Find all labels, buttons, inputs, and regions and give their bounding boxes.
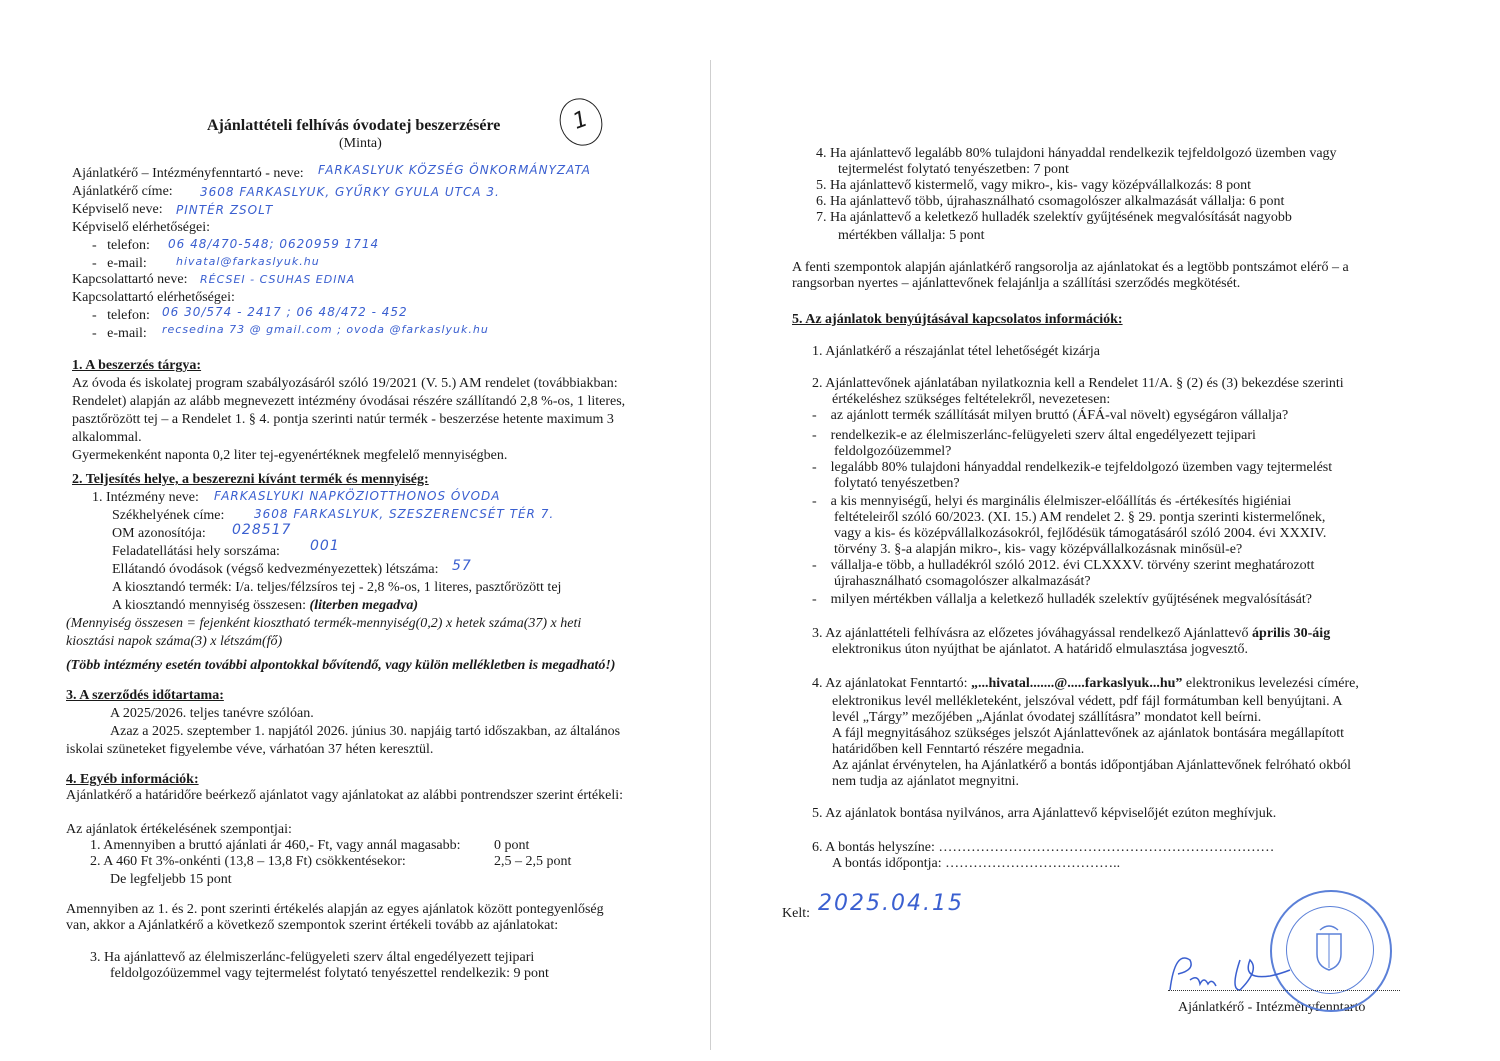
- info-4-line: határidőben kell Fenntartó részére megadnia.: [832, 742, 1085, 757]
- info-4: 4. Az ajánlatokat Fenntartó: „...hivatal.......@.....farkaslyuk...hu” elektronikus levelezési címére,: [812, 676, 1359, 691]
- ranking-line: A fenti szempontok alapján ajánlatkérő rangsorolja az ajánlatokat és a legtöbb pontszámot elérő – a: [792, 260, 1349, 275]
- section1-line: pasztőrözött tej – a Rendelet 1. § 4. pontja szerinti natúr termék - beszerzése hetente maximum 3: [72, 412, 614, 427]
- dash-item-cont: újrahasználható csomagolószer alkalmazását?: [834, 574, 1091, 589]
- info-3: 3. Az ajánlattételi felhívásra az előzetes jóváhagyással rendelkező Ajánlattevő április 30-áig: [812, 626, 1331, 641]
- criterion-7: mértékben vállalja: 5 pont: [838, 228, 985, 243]
- dash-item-cont: feldolgozóüzemmel?: [834, 444, 952, 459]
- info-6: A bontás időpontja: ………………………………..: [832, 856, 1121, 871]
- formula-line: kiosztási napok száma(3) x létszám(fő): [66, 634, 283, 649]
- section5-heading: 5. Az ajánlatok benyújtásával kapcsolatos információk:: [792, 312, 1123, 327]
- section4-intro: Ajánlatkérő a határidőre beérkező ajánlatot vagy ajánlatokat az alábbi pontrendszer szerint értékeli:: [66, 788, 624, 803]
- szekhely-value: 3608 FARKASLYUK, SZESZERENCSÉT TÉR 7.: [254, 507, 555, 521]
- criterion-4: tejtermelést folytató tenyészetben: 7 pont: [838, 162, 1069, 177]
- tie-line: van, akkor a Ajánlatkérő a következő szempontok szerint értékeli tovább az ajánlatokat:: [66, 918, 559, 933]
- kapcs-email-label: - e-mail:: [92, 326, 147, 341]
- info-4-line: nem tudja az ajánlatot megnyitni.: [832, 774, 1019, 789]
- section2-heading: 2. Teljesítés helye, a beszerezni kívánt termék és mennyiség:: [72, 472, 429, 487]
- section1-line: Gyermekenként naponta 0,2 liter tej-egyenértéknek megfelelő mennyiségben.: [72, 448, 508, 463]
- email-label: - e-mail:: [92, 256, 147, 271]
- dash-item: - a kis mennyiségű, helyi és marginális élelmiszer-előállítás és -értékesítés higiéniai: [812, 494, 1292, 509]
- criterion-1-points: 0 pont: [494, 838, 530, 853]
- dash-item-cont: törvény 3. §-a alapján mikro-, kis- vagy középvállalkozásnak minősül-e?: [834, 542, 1243, 557]
- document-title: Ajánlattételi felhívás óvodatej beszerzésére: [207, 117, 501, 134]
- info-4-line: A fájl megnyitásához szükséges jelszót Ajánlattevőnek az ajánlatok bontására megállapított: [832, 726, 1344, 741]
- info-4-line: elektronikus levél mellékleteként, jelszóval védett, pdf fájl formátumban kell benyújtani. A: [832, 694, 1343, 709]
- signature-line: [1168, 990, 1400, 991]
- criterion-2: 2. A 460 Ft 3%-onkénti (13,8 – 13,8 Ft) csökkentésekor:: [90, 854, 406, 869]
- kapcsolattarto-label: Kapcsolattartó neve:: [72, 272, 188, 287]
- section1-line: alkalommal.: [72, 430, 142, 445]
- section3-line: iskolai szüneteket figyelembe véve, várhatóan 37 héten keresztül.: [66, 742, 434, 757]
- info-2: 2. Ajánlattevőnek ajánlatában nyilatkoznia kell a Rendelet 11/A. § (2) és (3) bekezdése szerinti: [812, 376, 1344, 391]
- criterion-6: 6. Ha ajánlattevő több, újrahasználható csomagolószer alkalmazását vállalja: 6 pont: [816, 194, 1285, 209]
- kapcs-email-value: recsedina 73 @ gmail.com ; ovoda @farkaslyuk.hu: [162, 323, 489, 336]
- telefon-value: 06 48/470-548; 0620959 1714: [168, 237, 380, 251]
- criterion-1: 1. Amennyiben a bruttó ajánlati ár 460,- Ft, vagy annál magasabb:: [90, 838, 461, 853]
- section3-line: A 2025/2026. teljes tanévre szólóan.: [110, 706, 314, 721]
- email-value: hivatal@farkaslyuk.hu: [176, 255, 320, 268]
- dash-item-cont: vagy a kis- és középvállalkozásokról, fejlődésük támogatásáról szóló 2004. évi XXXIV.: [834, 526, 1327, 541]
- telefon-label: - telefon:: [92, 238, 150, 253]
- cim-label: Ajánlatkérő címe:: [72, 184, 173, 199]
- intezmeny-label: 1. Intézmény neve:: [92, 490, 199, 505]
- intezmeny-value: FARKASLYUKI NAPKÖZIOTTHONOS ÓVODA: [214, 489, 501, 503]
- document-subtitle: (Minta): [339, 136, 382, 151]
- ranking-line: rangsorban nyertes – ajánlattevőnek felajánlja a szállítási szerződés megkötését.: [792, 276, 1241, 291]
- kapcsolattarto-value: RÉCSEI - CSUHAS EDINA: [200, 273, 356, 286]
- termek-line: A kiosztandó termék: I/a. teljes/félzsíros tej - 2,8 %-os, 1 literes, pasztőrözött tej: [112, 580, 562, 595]
- kepviselo-value: PINTÉR ZSOLT: [176, 203, 274, 217]
- tie-line: Amennyiben az 1. és 2. pont szerinti értékelés alapján az egyes ajánlatok között pontegyenlőség: [66, 902, 604, 917]
- dash-item-cont: folytató tenyészetben?: [834, 476, 960, 491]
- mennyiseg-line: A kiosztandó mennyiség összesen: (literben megadva): [112, 598, 419, 613]
- kapcs-telefon-label: - telefon:: [92, 308, 150, 323]
- feladat-label: Feladatellátási hely sorszáma:: [112, 544, 280, 559]
- criterion-5: 5. Ha ajánlattevő kistermelő, vagy mikro-, kis- vagy középvállalkozás: 8 pont: [816, 178, 1252, 193]
- section3-heading: 3. A szerződés időtartama:: [66, 688, 224, 703]
- info-5: 5. Az ajánlatok bontása nyilvános, arra Ajánlattevő képviselőjét ezúton meghívjuk.: [812, 806, 1277, 821]
- kepviselo-label: Képviselő neve:: [72, 202, 163, 217]
- section1-line: Az óvoda és iskolatej program szabályozásáról szóló 19/2021 (V. 5.) AM rendelet (továbbiakban:: [72, 376, 618, 391]
- info-1: 1. Ajánlatkérő a részajánlat tétel lehetőségét kizárja: [812, 344, 1101, 359]
- signer-label: Ajánlatkérő - Intézményfenntartó: [1178, 1000, 1366, 1015]
- criterion-2-points: 2,5 – 2,5 pont: [494, 854, 572, 869]
- szempontok-label: Az ajánlatok értékelésének szempontjai:: [66, 822, 292, 837]
- info-6: 6. A bontás helyszíne: ………………………………………………………………: [812, 840, 1275, 855]
- criterion-2-max: De legfeljebb 15 pont: [110, 872, 232, 887]
- kelt-label: Kelt:: [782, 906, 810, 921]
- criterion-7: 7. Ha ajánlattevő a keletkező hulladék szelektív gyűjtésének megvalósítását nagyobb: [816, 210, 1292, 225]
- info-2: értékeléshez szükséges feltételekről, nevezetesen:: [832, 392, 1111, 407]
- dash-item-cont: feltételeiről szóló 60/2023. (XI. 15.) AM rendelet 2. § 29. pontja szerinti kistermelőnek,: [834, 510, 1326, 525]
- szekhely-label: Székhelyének címe:: [112, 508, 225, 523]
- page-number-circle: 1: [553, 92, 609, 151]
- kapcs-elerhetoseg-label: Kapcsolattartó elérhetőségei:: [72, 290, 235, 305]
- om-label: OM azonosítója:: [112, 526, 206, 541]
- dash-item: - milyen mértékben vállalja a keletkező hulladék szelektív gyűjtésének megvalósítását?: [812, 592, 1312, 607]
- elerhetoseg-label: Képviselő elérhetőségei:: [72, 220, 211, 235]
- section1-heading: 1. A beszerzés tárgya:: [72, 358, 202, 373]
- cim-value: 3608 FARKASLYUK, GYŰRKY GYULA UTCA 3.: [200, 185, 500, 199]
- criterion-3: feldolgozóüzemmel vagy tejtermelést folytató tenyészettel rendelkezik: 9 pont: [110, 966, 549, 981]
- kelt-value: 2025.04.15: [818, 891, 964, 916]
- info-3: elektronikus úton nyújthat be ajánlatot. A határidő elmulasztása jogvesztő.: [832, 642, 1249, 657]
- handwritten-signature: [1160, 940, 1320, 1000]
- kapcs-telefon-value: 06 30/574 - 2417 ; 06 48/472 - 452: [162, 305, 408, 319]
- dash-item: - vállalja-e több, a hulladékról szóló 2012. évi CLXXXV. törvény szerint meghatározott: [812, 558, 1315, 573]
- left-page: [0, 0, 740, 1061]
- criterion-4: 4. Ha ajánlattevő legalább 80% tulajdoni hányaddal rendelkezik tejfeldolgozó üzemben vagy: [816, 146, 1337, 161]
- page-divider: [710, 60, 711, 1050]
- om-value: 028517: [232, 522, 292, 538]
- letszam-label: Ellátandó óvodások (végső kedvezményezettek) létszáma:: [112, 562, 439, 577]
- formula-line: (Mennyiség összesen = fejenként kiosztható termék-mennyiség(0,2) x hetek száma(37) x heti: [66, 616, 582, 631]
- section1-line: Rendelet) alapján az alább megnevezett intézmény óvodásai részére szállítandó 2,8 %-os, 1 literes,: [72, 394, 626, 409]
- fenntarto-value: FARKASLYUK KÖZSÉG ÖNKORMÁNYZATA: [318, 163, 591, 177]
- letszam-value: 57: [452, 558, 472, 574]
- tobb-intezmeny-note: (Több intézmény esetén további alpontokkal bővítendő, vagy külön mellékletben is megadható!): [66, 658, 616, 673]
- dash-item: - az ajánlott termék szállítását milyen bruttó (ÁFÁ-val növelt) egységáron vállalja?: [812, 408, 1289, 423]
- criterion-3: 3. Ha ajánlattevő az élelmiszerlánc-felügyeleti szerv által engedélyezett tejipari: [90, 950, 535, 965]
- dash-item: - legalább 80% tulajdoni hányaddal rendelkezik-e tejfeldolgozó üzemben vagy tejtermelést: [812, 460, 1333, 475]
- info-4-line: Az ajánlat érvénytelen, ha Ajánlatkérő a bontás időpontjában Ajánlattevőnek felróható okból: [832, 758, 1351, 773]
- section4-heading: 4. Egyéb információk:: [66, 772, 199, 787]
- dash-item: - rendelkezik-e az élelmiszerlánc-felügyeleti szerv által engedélyezett tejipari: [812, 428, 1256, 443]
- section3-line: Azaz a 2025. szeptember 1. napjától 2026. június 30. napjáig tartó időszakban, az általános: [110, 724, 621, 739]
- fenntarto-label: Ajánlatkérő – Intézményfenntartó - neve:: [72, 166, 304, 181]
- info-4-line: levél „Tárgy” mezőjében „Ajánlat óvodatej szállításra” mondatot kell beírni.: [832, 710, 1262, 725]
- feladat-value: 001: [310, 538, 340, 554]
